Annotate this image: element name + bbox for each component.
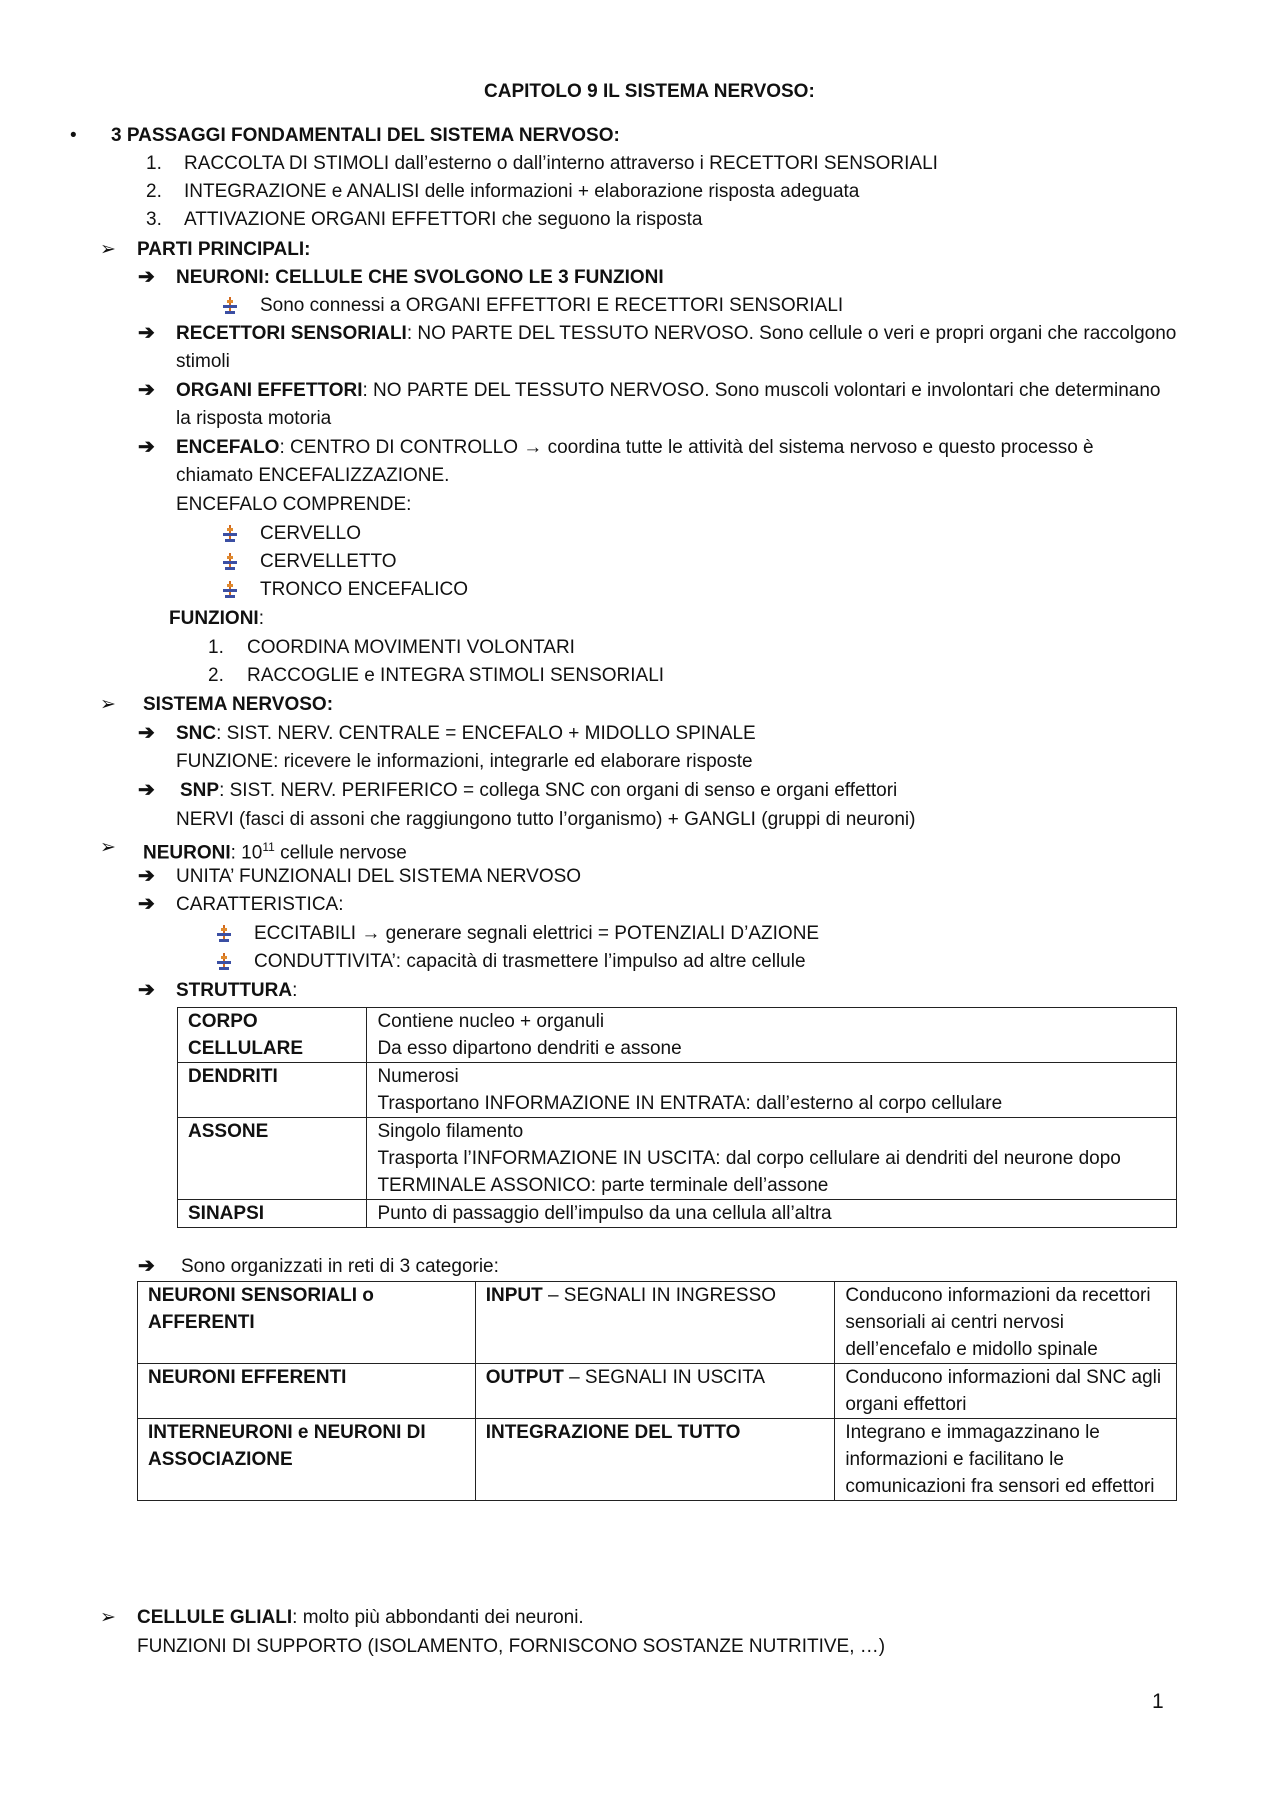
arrow-icon: ➔ [138, 722, 155, 744]
arrow-icon: ➔ [138, 436, 155, 458]
conduttivita-line: CONDUTTIVITA’: capacità di trasmettere l’impulso ad altre cellule [254, 951, 806, 972]
organi-line-2: la risposta motoria [176, 408, 332, 429]
flag-bullet-icon [216, 925, 232, 943]
table-cell-name: NEURONI EFFERENTI [138, 1364, 476, 1419]
table-cell-name: DENDRITI [178, 1063, 367, 1118]
gliali-heading: CELLULE GLIALI: molto più abbondanti dei neuroni. [137, 1607, 584, 1628]
bullet-icon: • [70, 125, 77, 146]
table-cell-name: ASSONE [178, 1118, 367, 1200]
step-number: 1. [146, 153, 162, 174]
arrow-icon: ➔ [138, 266, 155, 288]
table-row [138, 1419, 1177, 1501]
table-cell-desc: Conducono informazioni dal SNC agli organi effettori [835, 1364, 1177, 1419]
unita-line: UNITA’ FUNZIONALI DEL SISTEMA NERVOSO [176, 866, 582, 887]
flag-bullet-icon [216, 953, 232, 971]
snp-nervi: NERVI (fasci di assoni che raggiungono tutto l’organismo) + GANGLI (gruppi di neuroni) [176, 809, 916, 830]
table-row [138, 1282, 1177, 1364]
chevron-icon: ➢ [100, 694, 116, 715]
flag-bullet-icon [222, 581, 238, 599]
step-item: INTEGRAZIONE e ANALISI delle informazioni + elaborazione risposta adeguata [184, 181, 860, 202]
table-cell-desc: Integrano e immagazzinano le informazioni e facilitano le comunicazioni fra sensori ed effettori [835, 1419, 1177, 1501]
table-row [178, 1008, 1177, 1063]
arrow-icon: ➔ [138, 1255, 155, 1277]
encefalo-comprende: ENCEFALO COMPRENDE: [176, 494, 412, 515]
table-cell-desc: Singolo filamento Trasporta l’INFORMAZIONE IN USCITA: dal corpo cellulare ai dendriti del neurone dopo TERMINALE ASSONICO: parte terminale dell’assone [367, 1118, 1177, 1200]
section-heading: SISTEMA NERVOSO: [143, 694, 334, 715]
section-heading: PARTI PRINCIPALI: [137, 239, 311, 260]
neuroni-sub: Sono connessi a ORGANI EFFETTORI E RECETTORI SENSORIALI [260, 295, 844, 316]
table-cell-name: CORPO CELLULARE [178, 1008, 367, 1063]
flag-bullet-icon [222, 525, 238, 543]
snc-funzione: FUNZIONE: ricevere le informazioni, integrarle ed elaborare risposte [176, 751, 753, 772]
encefalo-part: TRONCO ENCEFALICO [260, 579, 468, 600]
table-cell-desc: Conducono informazioni da recettori sensoriali ai centri nervosi dell’encefalo e midollo spinale [835, 1282, 1177, 1364]
arrow-icon: ➔ [138, 379, 155, 401]
encefalo-line: ENCEFALO: CENTRO DI CONTROLLO → coordina tutte le attività del sistema nervoso e questo processo è [176, 437, 1094, 458]
organi-line: ORGANI EFFETTORI: NO PARTE DEL TESSUTO NERVOSO. Sono muscoli volontari e involontari che determinano [176, 380, 1161, 401]
table-row [178, 1063, 1177, 1118]
arrow-icon: ➔ [138, 779, 155, 801]
table-row [178, 1200, 1177, 1228]
table-cell-name: INTERNEURONI e NEURONI DI ASSOCIAZIONE [138, 1419, 476, 1501]
step-item: ATTIVAZIONE ORGANI EFFETTORI che seguono la risposta [184, 209, 703, 230]
flag-bullet-icon [222, 553, 238, 571]
neuroni-heading: NEURONI: $10^{11}$ cellule nervose [143, 840, 407, 864]
snc-line: SNC: SIST. NERV. CENTRALE = ENCEFALO + MIDOLLO SPINALE [176, 723, 756, 744]
funzione-item: COORDINA MOVIMENTI VOLONTARI [247, 637, 575, 658]
arrow-icon: ➔ [138, 979, 155, 1001]
encefalo-part: CERVELLO [260, 523, 362, 544]
neuroni-line: NEURONI: CELLULE CHE SVOLGONO LE 3 FUNZIONI [176, 267, 664, 288]
arrow-icon: ➔ [138, 893, 155, 915]
funzione-number: 1. [208, 637, 224, 658]
flag-bullet-icon [222, 297, 238, 315]
chevron-icon: ➢ [100, 1607, 116, 1628]
encefalo-part: CERVELLETTO [260, 551, 397, 572]
arrow-icon: ➔ [138, 865, 155, 887]
table-cell-type: INPUT – SEGNALI IN INGRESSO [475, 1282, 835, 1364]
snp-line: SNP: SIST. NERV. PERIFERICO = collega SNC con organi di senso e organi effettori [180, 780, 898, 801]
table-row [138, 1364, 1177, 1419]
eccitabili-line: ECCITABILI → generare segnali elettrici = POTENZIALI D’AZIONE [254, 923, 820, 944]
table-cell-desc: Numerosi Trasportano INFORMAZIONE IN ENTRATA: dall’esterno al corpo cellulare [367, 1063, 1177, 1118]
struttura-table [177, 1007, 1177, 1228]
chevron-icon: ➢ [100, 239, 116, 260]
table-row [178, 1118, 1177, 1200]
arrow-icon: ➔ [138, 322, 155, 344]
page-number: 1 [1152, 1690, 1164, 1713]
reti-intro: Sono organizzati in reti di 3 categorie: [181, 1256, 499, 1277]
table-cell-desc: Contiene nucleo + organuli Da esso dipartono dendriti e assone [367, 1008, 1177, 1063]
struttura-line: STRUTTURA: [176, 980, 298, 1001]
funzione-number: 2. [208, 665, 224, 686]
chevron-icon: ➢ [100, 837, 116, 858]
table-cell-type: INTEGRAZIONE DEL TUTTO [475, 1419, 835, 1501]
table-cell-name: NEURONI SENSORIALI o AFFERENTI [138, 1282, 476, 1364]
step-number: 2. [146, 181, 162, 202]
step-number: 3. [146, 209, 162, 230]
caratteristica-line: CARATTERISTICA: [176, 894, 344, 915]
funzione-item: RACCOGLIE e INTEGRA STIMOLI SENSORIALI [247, 665, 665, 686]
recettori-line: RECETTORI SENSORIALI: NO PARTE DEL TESSUTO NERVOSO. Sono cellule o veri e propri organi che raccolgono [176, 323, 1177, 344]
table-cell-desc: Punto di passaggio dell’impulso da una cellula all’altra [367, 1200, 1177, 1228]
reti-table [137, 1281, 1177, 1501]
step-item: RACCOLTA DI STIMOLI dall’esterno o dall’interno attraverso i RECETTORI SENSORIALI [184, 153, 938, 174]
table-cell-name: SINAPSI [178, 1200, 367, 1228]
funzioni-heading: FUNZIONI: [169, 608, 264, 629]
gliali-funzioni: FUNZIONI DI SUPPORTO (ISOLAMENTO, FORNISCONO SOSTANZE NUTRITIVE, …) [137, 1636, 886, 1657]
recettori-line-2: stimoli [176, 351, 230, 372]
encefalo-line-2: chiamato ENCEFALIZZAZIONE. [176, 465, 450, 486]
page-title: CAPITOLO 9 IL SISTEMA NERVOSO: [484, 81, 815, 102]
table-cell-type: OUTPUT – SEGNALI IN USCITA [475, 1364, 835, 1419]
section-heading: 3 PASSAGGI FONDAMENTALI DEL SISTEMA NERVOSO: [111, 125, 620, 146]
